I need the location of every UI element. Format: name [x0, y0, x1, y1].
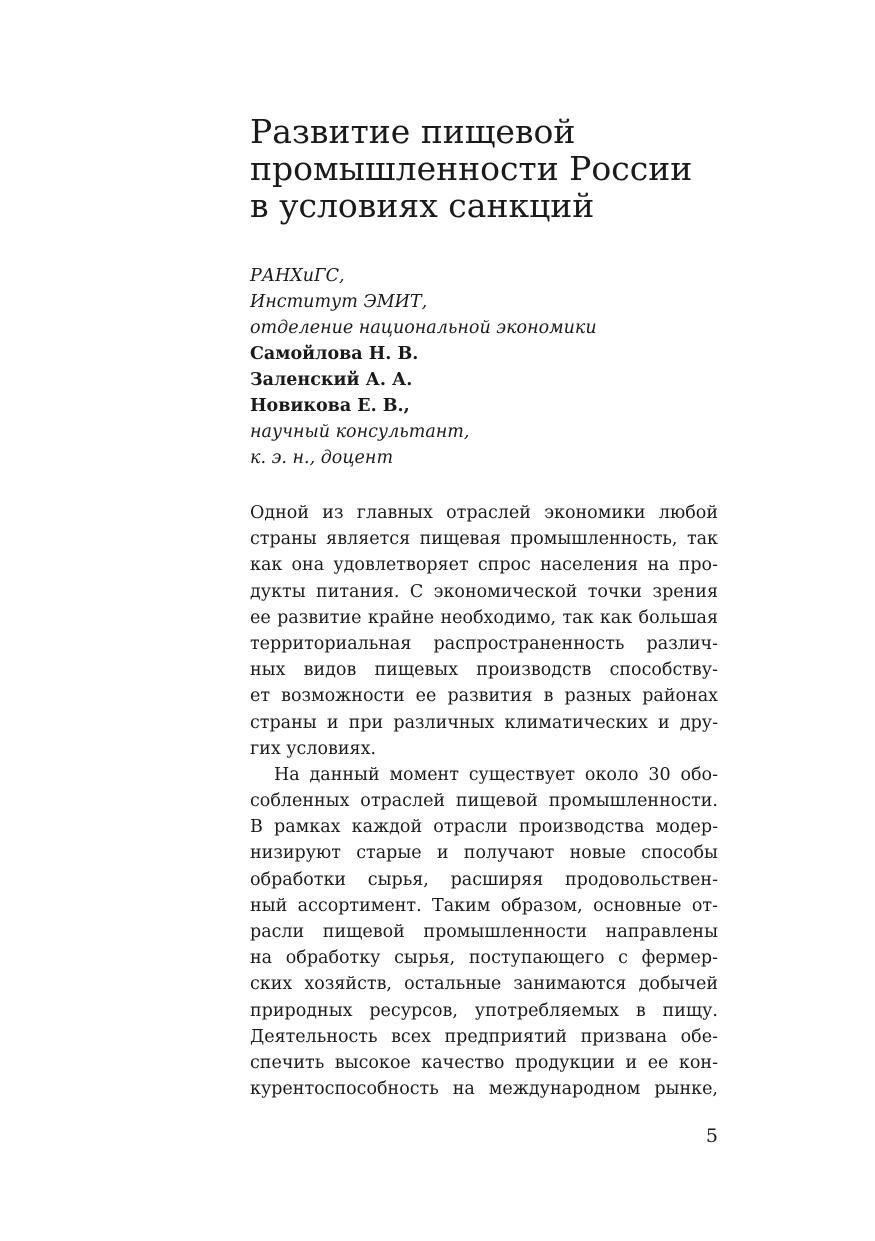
affiliation-institute: Институт ЭМИТ,: [250, 292, 428, 312]
text-line: Одной из главных отраслей экономики любой: [250, 503, 718, 523]
page-number: 5: [705, 1125, 718, 1147]
text-line: территориальная распространенность различ-: [250, 633, 718, 654]
text-line: на обработку сырья, поступающего с фермер-: [250, 948, 718, 969]
text-line: На данный момент существует около 30 обо-: [274, 764, 718, 785]
text-line: обработки сырья, расширяя продовольствен-: [250, 869, 718, 890]
article-body: [250, 500, 718, 1102]
title-line: Развитие пищевой: [250, 112, 576, 151]
text-line: спечить высокое качество продукции и ее кон-: [250, 1052, 718, 1073]
text-line: расли пищевой промышленности направлены: [250, 922, 718, 942]
paragraph-2: [250, 762, 718, 1102]
text-line: ет возможности ее развития в разных районах: [250, 686, 718, 707]
text-line: ских хозяйств, остальные занимаются добычей: [250, 974, 718, 995]
author-name: Заленский А. А.: [250, 370, 413, 390]
author-name: Самойлова Н. В.: [250, 344, 419, 364]
text-line: дукты питания. С экономической точки зрения: [250, 581, 718, 602]
paragraph-1: [250, 500, 718, 762]
text-line: курентоспособность на международном рынке,: [250, 1079, 718, 1100]
text-line: природных ресурсов, употребляемых в пищу.: [250, 1000, 718, 1021]
text-line: гих условиях.: [250, 738, 377, 759]
author-name: Новикова Е. В.,: [250, 396, 410, 416]
text-line: Деятельность всех предприятий призвана обе-: [250, 1026, 718, 1047]
text-line: страны и при различных климатических и дру-: [250, 712, 718, 733]
author-block: [250, 263, 720, 471]
text-line: как она удовлетворяет спрос населения на про-: [250, 555, 718, 576]
text-line: В рамках каждой отрасли производства модер-: [250, 817, 718, 838]
advisor-degree: к. э. н., доцент: [250, 448, 394, 468]
text-line: ный ассортимент. Таким образом, основные от-: [250, 895, 718, 916]
title-line: в условиях санкций: [250, 186, 595, 225]
title-line: промышленности России: [250, 149, 693, 188]
text-line: ных видов пищевых производств способству-: [250, 660, 718, 681]
text-line: собленных отраслей пищевой промышленности.: [250, 791, 718, 812]
text-line: низируют старые и получают новые способы: [250, 843, 718, 864]
affiliation-department: отделение национальной экономики: [250, 318, 597, 338]
text-line: страны является пищевая промышленность, так: [250, 529, 718, 550]
affiliation-org: РАНХиГС,: [250, 266, 345, 286]
advisor-role: научный консультант,: [250, 422, 470, 442]
text-line: ее развитие крайне необходимо, так как большая: [250, 607, 718, 628]
article-title: [250, 113, 730, 224]
